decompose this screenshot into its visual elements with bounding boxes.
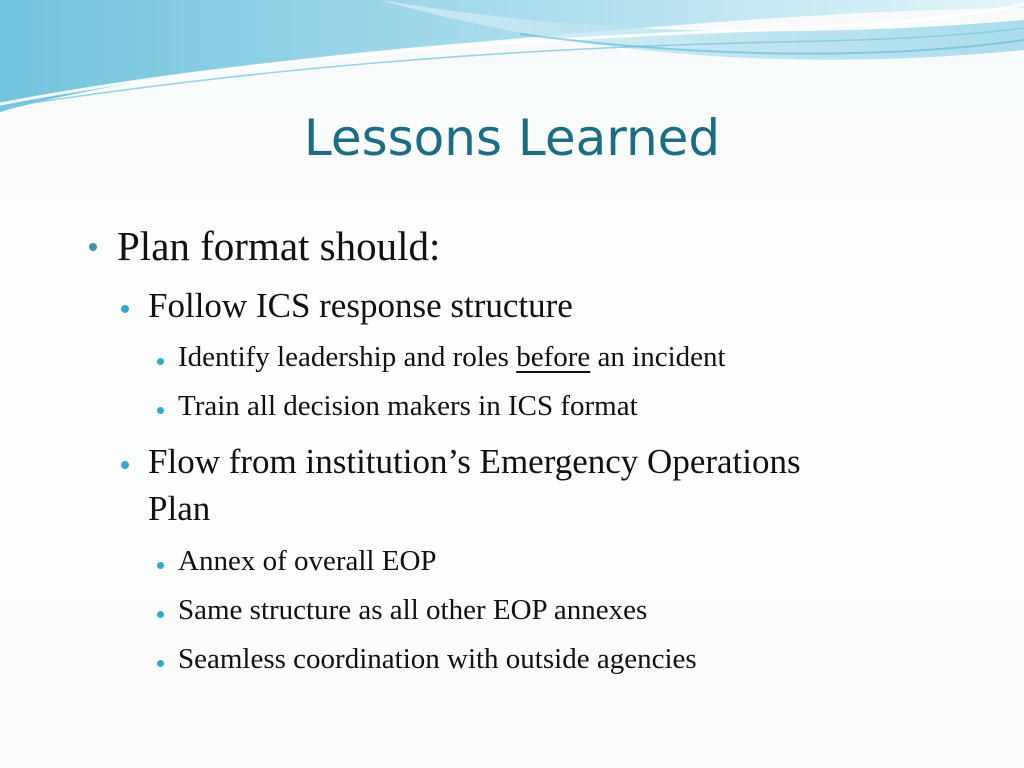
bullet-dot: [157, 407, 164, 414]
bullet-level3-train-decision-makers: Train all decision makers in ICS format: [178, 390, 638, 422]
bullet-level2-flow-from-eop-line2: Plan: [148, 489, 211, 528]
bullet-level1-plan-format: Plan format should:: [117, 223, 441, 269]
bullet-level3-annex-overall-eop: Annex of overall EOP: [178, 545, 437, 577]
bullet-dot: [121, 461, 129, 469]
emphasis-before: before: [516, 341, 591, 373]
bullet-level2-flow-from-eop-line1: Flow from institution’s Emergency Operations: [148, 442, 801, 481]
text-part: Identify leadership and roles: [178, 341, 517, 373]
bullet-dot: [157, 660, 164, 667]
text-part: an incident: [590, 341, 726, 373]
bullet-dot: [157, 358, 164, 365]
bullet-dot: [157, 562, 164, 569]
bullet-level2-follow-ics: Follow ICS response structure: [148, 286, 573, 325]
bullet-level3-identify-leadership: [178, 341, 726, 374]
slide-title: Lessons Learned: [303, 109, 721, 167]
bullet-level3-same-structure: Same structure as all other EOP annexes: [178, 594, 648, 626]
bullet-level3-seamless-coordination: Seamless coordination with outside agencies: [178, 643, 697, 675]
bullet-dot: [121, 305, 129, 313]
bullet-dot: [157, 611, 164, 618]
bullet-dot: [89, 243, 97, 251]
